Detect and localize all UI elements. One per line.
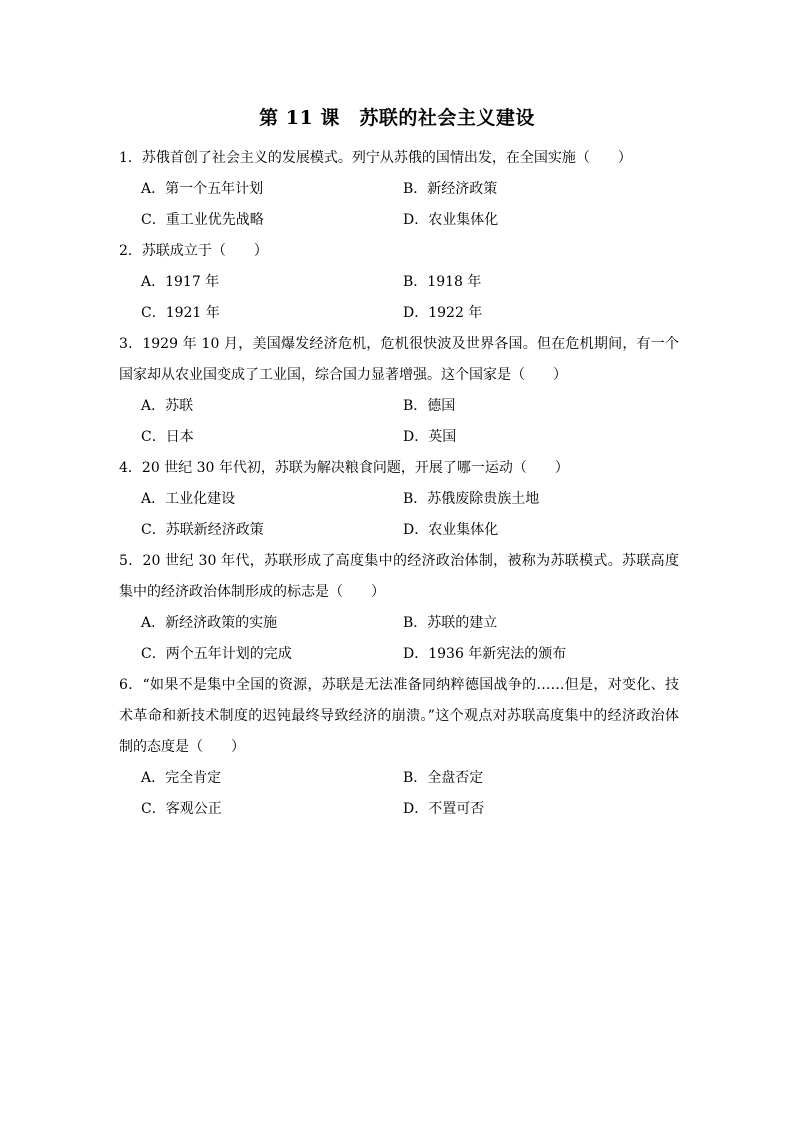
option-d: D．农业集体化	[403, 212, 499, 228]
option-c: C．两个五年计划的完成	[141, 646, 292, 662]
option-a: A．1917 年	[141, 274, 220, 290]
option-b: B．苏俄废除贵族土地	[403, 491, 540, 507]
options-grid	[119, 608, 679, 670]
question-5	[119, 546, 679, 670]
question-6	[119, 670, 679, 825]
question-3	[119, 329, 679, 453]
options-grid	[119, 174, 679, 236]
option-a: A．新经济政策的实施	[141, 615, 278, 631]
option-b: B．苏联的建立	[403, 615, 498, 631]
question-list	[119, 143, 679, 825]
option-c: C．1921 年	[141, 305, 220, 321]
option-c: C．苏联新经济政策	[141, 522, 264, 538]
option-b: B．新经济政策	[403, 181, 498, 197]
option-b: B．1918 年	[403, 274, 482, 290]
option-c: C．日本	[141, 429, 194, 445]
question-4	[119, 453, 679, 546]
question-stem: 1．苏俄首创了社会主义的发展模式。列宁从苏俄的国情出发，在全国实施（ ）	[119, 150, 632, 166]
question-2	[119, 236, 679, 329]
question-stem: 4．20 世纪 30 年代初，苏联为解决粮食问题，开展了哪一运动（ ）	[119, 460, 569, 476]
question-stem: 6．“如果不是集中全国的资源，苏联是无法准备同纳粹德国战争的……但是，对变化、技术革命和新技术制度的迟钝最终导致经济的崩溃。”这个观点对苏联高度集中的经济政治体制的态度是（ ）	[119, 677, 679, 755]
page-title: 第 11 课 苏联的社会主义建设	[259, 107, 535, 129]
option-b: B．全盘否定	[403, 770, 484, 786]
options-grid	[119, 484, 679, 546]
option-a: A．工业化建设	[141, 491, 236, 507]
option-a: A．完全肯定	[141, 770, 222, 786]
options-grid	[119, 267, 679, 329]
options-grid	[119, 763, 679, 825]
option-d: D．英国	[403, 429, 457, 445]
option-a: A．第一个五年计划	[141, 181, 264, 197]
question-stem: 3．1929 年 10 月，美国爆发经济危机，危机很快波及世界各国。但在危机期间，有一个国家却从农业国变成了工业国，综合国力显著增强。这个国家是（ ）	[119, 336, 679, 383]
question-stem: 2．苏联成立于（ ）	[119, 243, 268, 259]
question-stem: 5．20 世纪 30 年代，苏联形成了高度集中的经济政治体制，被称为苏联模式。苏联高度集中的经济政治体制形成的标志是（ ）	[119, 553, 679, 600]
question-1	[119, 143, 679, 236]
option-b: B．德国	[403, 398, 456, 414]
option-d: D．1936 年新宪法的颁布	[403, 646, 567, 662]
options-grid	[119, 391, 679, 453]
option-d: D．农业集体化	[403, 522, 499, 538]
option-a: A．苏联	[141, 398, 194, 414]
option-d: D．不置可否	[403, 801, 485, 817]
option-d: D．1922 年	[403, 305, 483, 321]
option-c: C．重工业优先战略	[141, 212, 264, 228]
option-c: C．客观公正	[141, 801, 222, 817]
